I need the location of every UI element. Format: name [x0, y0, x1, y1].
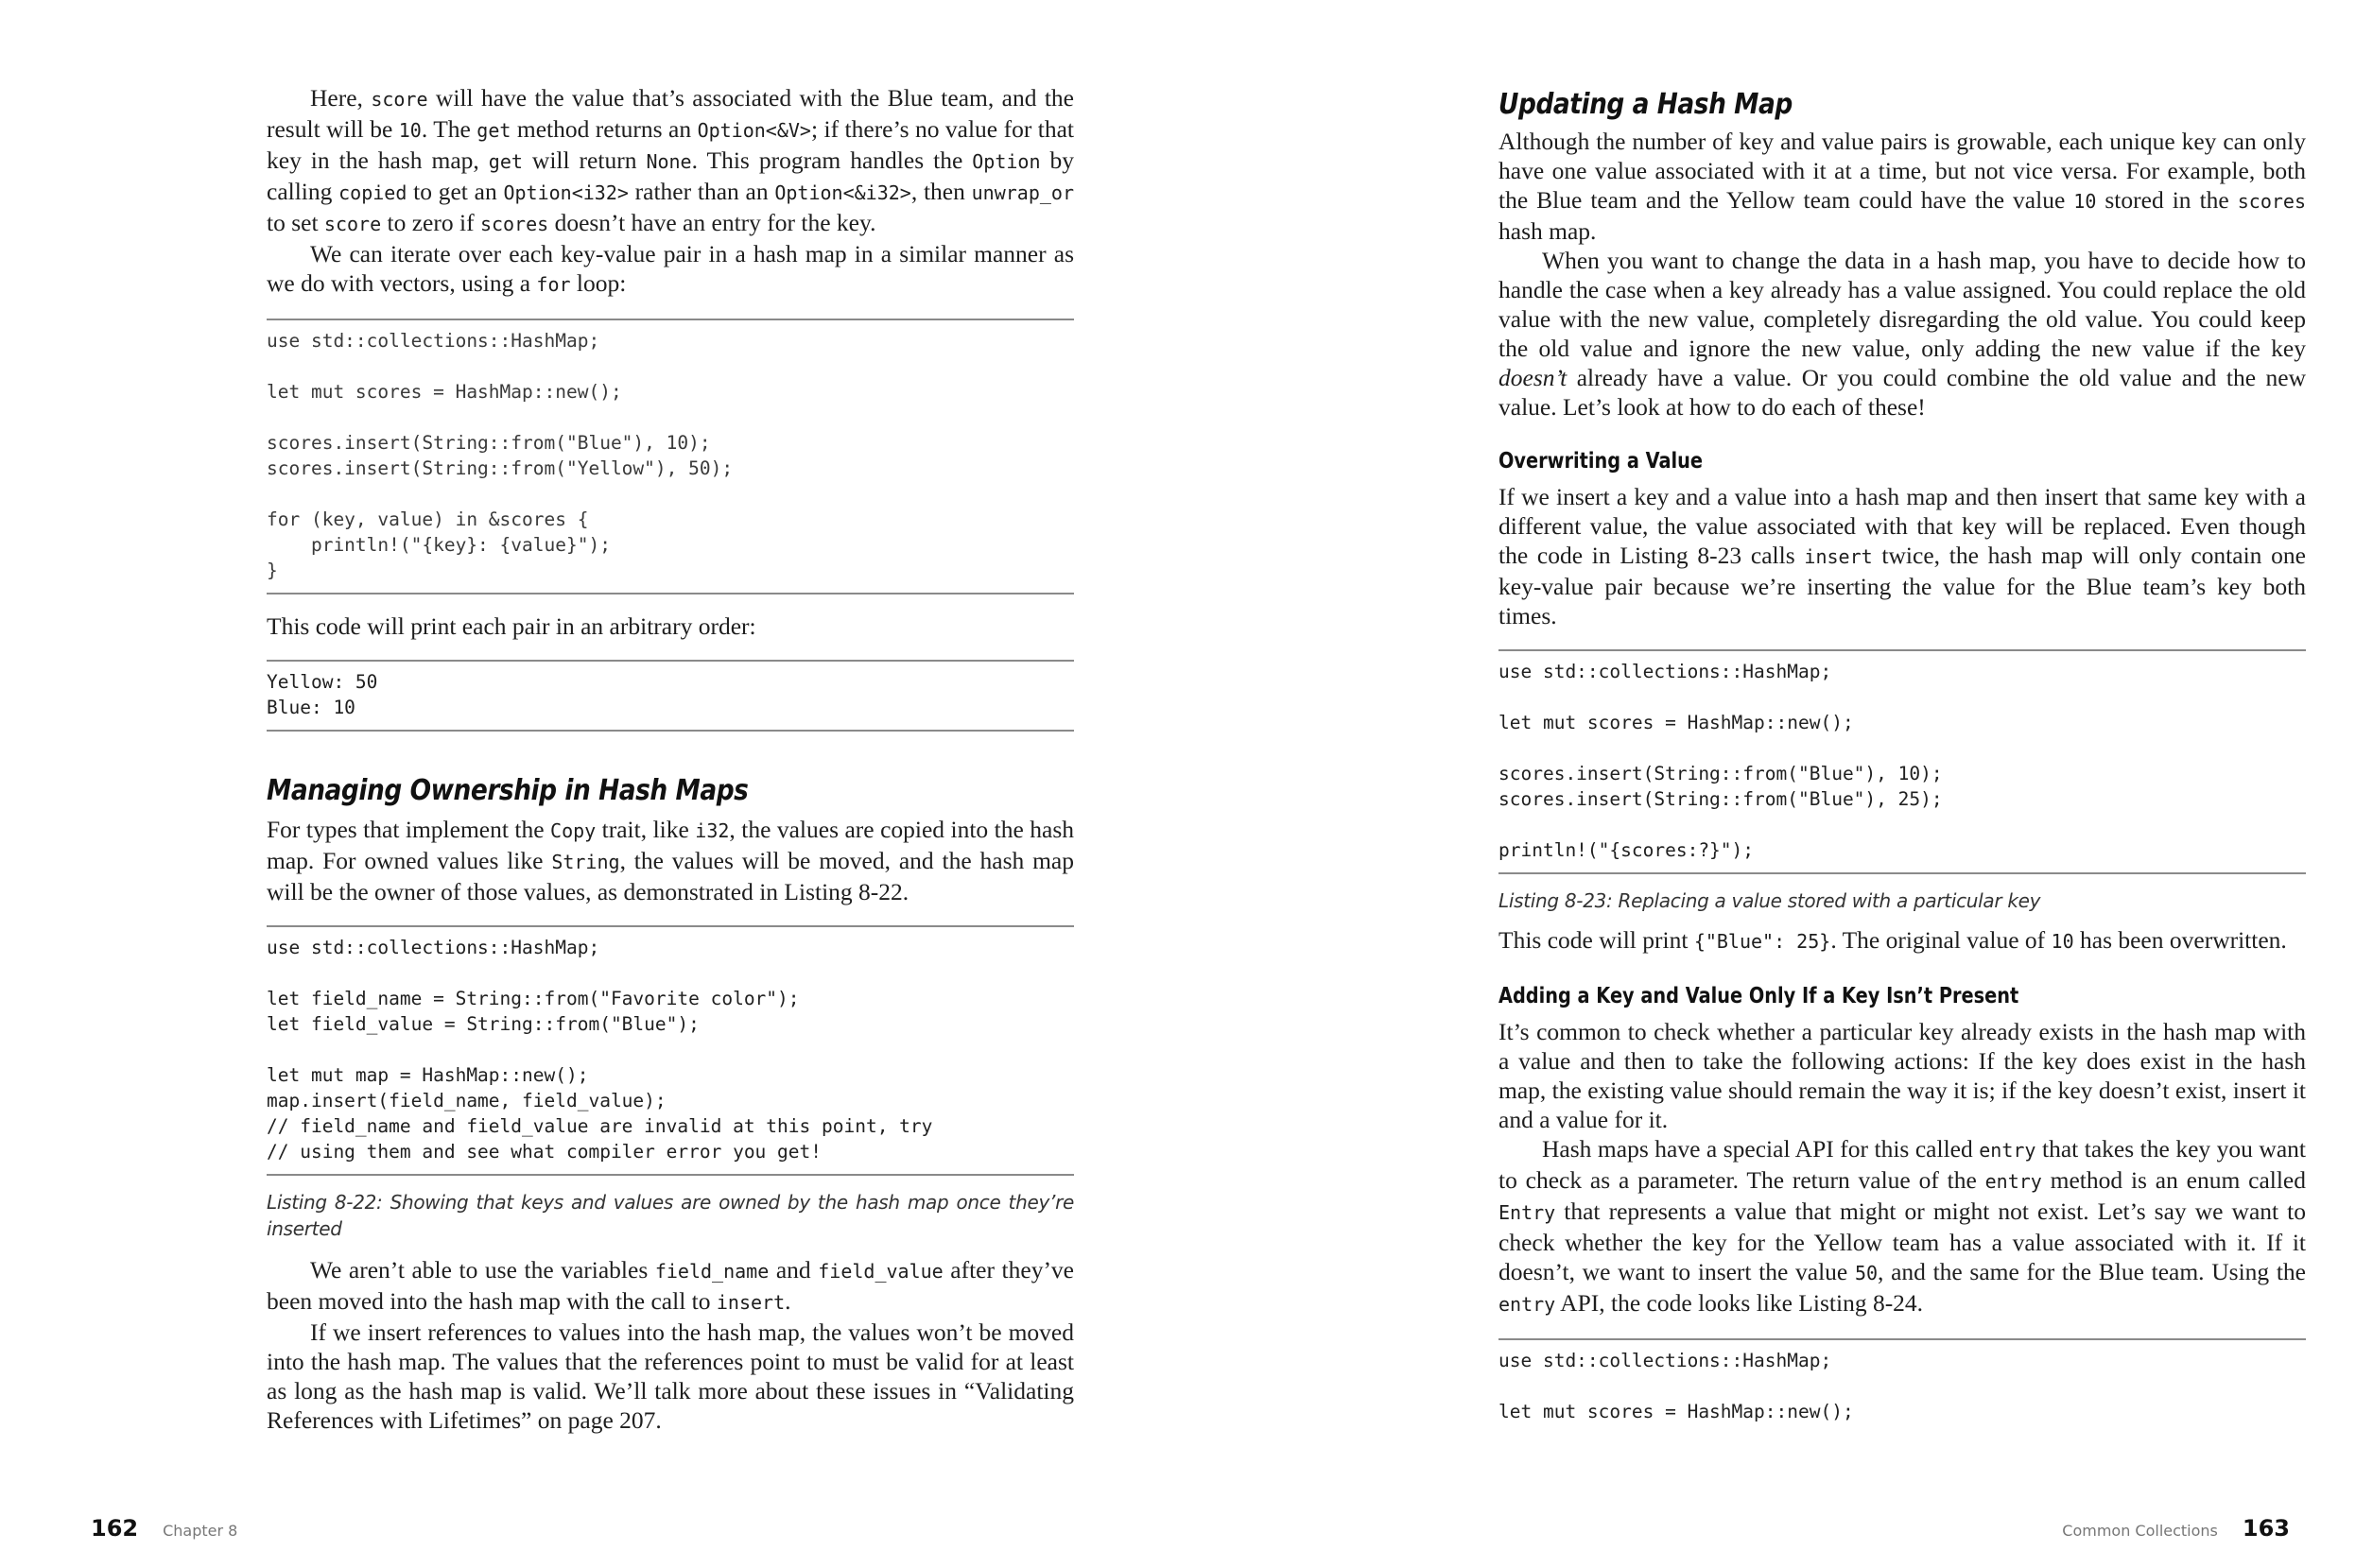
- right-text-column: [1498, 87, 2306, 1451]
- page-footer-left: [91, 1515, 237, 1543]
- listing-caption: Listing 8-23: Replacing a value stored with a particular key: [1498, 889, 2041, 912]
- paragraph: It’s common to check whether a particular key already exists in the hash map with a value and then to take the following actions: If the key does exist in the hash map, the existing value should remain the way it is; if the key doesn’t exist, insert it and a value for it.: [1498, 1018, 2306, 1133]
- code-listing-8-23: use std::collections::HashMap; let mut scores = HashMap::new(); scores.insert(String::from("Blue"), 10); scores.insert(String::from("Blue"), 25); println!("{scores:?}");: [1498, 649, 2306, 874]
- right-page: [1186, 0, 2373, 1568]
- paragraph: Here, score will have the value that’s associated with the Blue team, and the result will be 10. The get method returns an Option<&V>; if there’s no value for that key in the hash map, get will return None. This program handles the Option by calling copied to get an Option<i32> rather than an Option<&i32>, then unwrap_or to set score to zero if scores doesn’t have an entry for the key.: [267, 84, 1074, 236]
- paragraph: This code will print each pair in an arbitrary order:: [267, 612, 756, 640]
- paragraph: If we insert references to values into the hash map, the values won’t be moved into the hash map. The values that the references point to must be valid for at least as long as the hash map is valid. We’ll talk more about these issues in “Validating References with Lifetimes” on page 207.: [267, 1318, 1074, 1434]
- code-listing-iterate: use std::collections::HashMap; let mut scores = HashMap::new(); scores.insert(String::from("Blue"), 10); scores.insert(String::from("Yellow"), 50); for (key, value) in &scores { println!("{key}: {value}"); }: [267, 319, 1074, 594]
- paragraph: When you want to change the data in a hash map, you have to decide how to handle the case when a key already has a value assigned. You could replace the old value with the new value, completely disregarding the old value. You could keep the old value and ignore the new value, only adding the new value if the key doesn’t already have a value. Or you could combine the old value and the new value. Let’s look at how to do each of these!: [1498, 247, 2306, 421]
- paragraph: We can iterate over each key-value pair in a hash map in a similar manner as we do with vectors, using a for loop:: [267, 240, 1074, 297]
- paragraph: If we insert a key and a value into a hash map and then insert that same key with a different value, the value associated with that key will be replaced. Even though the code in Listing 8-23 calls insert twice, the hash map will only contain one key-value pair because we’re inserting the value for the Blue team’s key both times.: [1498, 483, 2306, 629]
- paragraph: Hash maps have a special API for this called entry that takes the key you want to check as a parameter. The return value of the entry method is an enum called Entry that represents a value that might or might not exist. Let’s say we want to check whether the key for the Yellow team has a value associated with it. If it doesn’t, we want to insert the value 50, and the same for the Blue team. Using the entry API, the code looks like Listing 8-24.: [1498, 1135, 2307, 1317]
- subsection-heading: Adding a Key and Value Only If a Key Isn’t Present: [1498, 984, 2019, 1008]
- running-head: Common Collections: [2062, 1522, 2218, 1540]
- code-output: Yellow: 50 Blue: 10: [267, 660, 1074, 732]
- section-heading: Managing Ownership in Hash Maps: [267, 774, 749, 807]
- page-number: 162: [91, 1515, 139, 1542]
- page-footer-right: [2062, 1515, 2290, 1543]
- subsection-heading: Overwriting a Value: [1498, 449, 1703, 474]
- running-head: Chapter 8: [163, 1522, 238, 1540]
- left-text-column: [267, 83, 1074, 1435]
- paragraph: For types that implement the Copy trait, like i32, the values are copied into the hash map. For owned values like String, the values will be moved, and the hash map will be the owner of those values, as demonstrated in Listing 8-22.: [267, 816, 1074, 905]
- left-page: [0, 0, 1186, 1568]
- code-listing-8-22: use std::collections::HashMap; let field_name = String::from("Favorite color"); let field_value = String::from("Blue"); let mut map = HashMap::new(); map.insert(field_name, field_value); // field_name and field_value are invalid at this point, try // using them and see what compiler error you get!: [267, 925, 1074, 1176]
- paragraph: This code will print {"Blue": 25}. The original value of 10 has been overwritten.: [1498, 926, 2287, 954]
- code-listing-8-24: use std::collections::HashMap; let mut scores = HashMap::new();: [1498, 1338, 2306, 1434]
- page-number: 163: [2242, 1515, 2290, 1542]
- paragraph: We aren’t able to use the variables field_name and field_value after they’ve been moved into the hash map with the call to insert.: [267, 1256, 1074, 1315]
- listing-caption: Listing 8-22: Showing that keys and values are owned by the hash map once they’re inserted: [267, 1191, 1074, 1240]
- paragraph: Although the number of key and value pairs is growable, each unique key can only have one value associated with it at a time, but not vice versa. For example, both the Blue team and the Yellow team could have the value 10 stored in the scores hash map.: [1498, 128, 2306, 245]
- section-heading: Updating a Hash Map: [1498, 88, 1793, 121]
